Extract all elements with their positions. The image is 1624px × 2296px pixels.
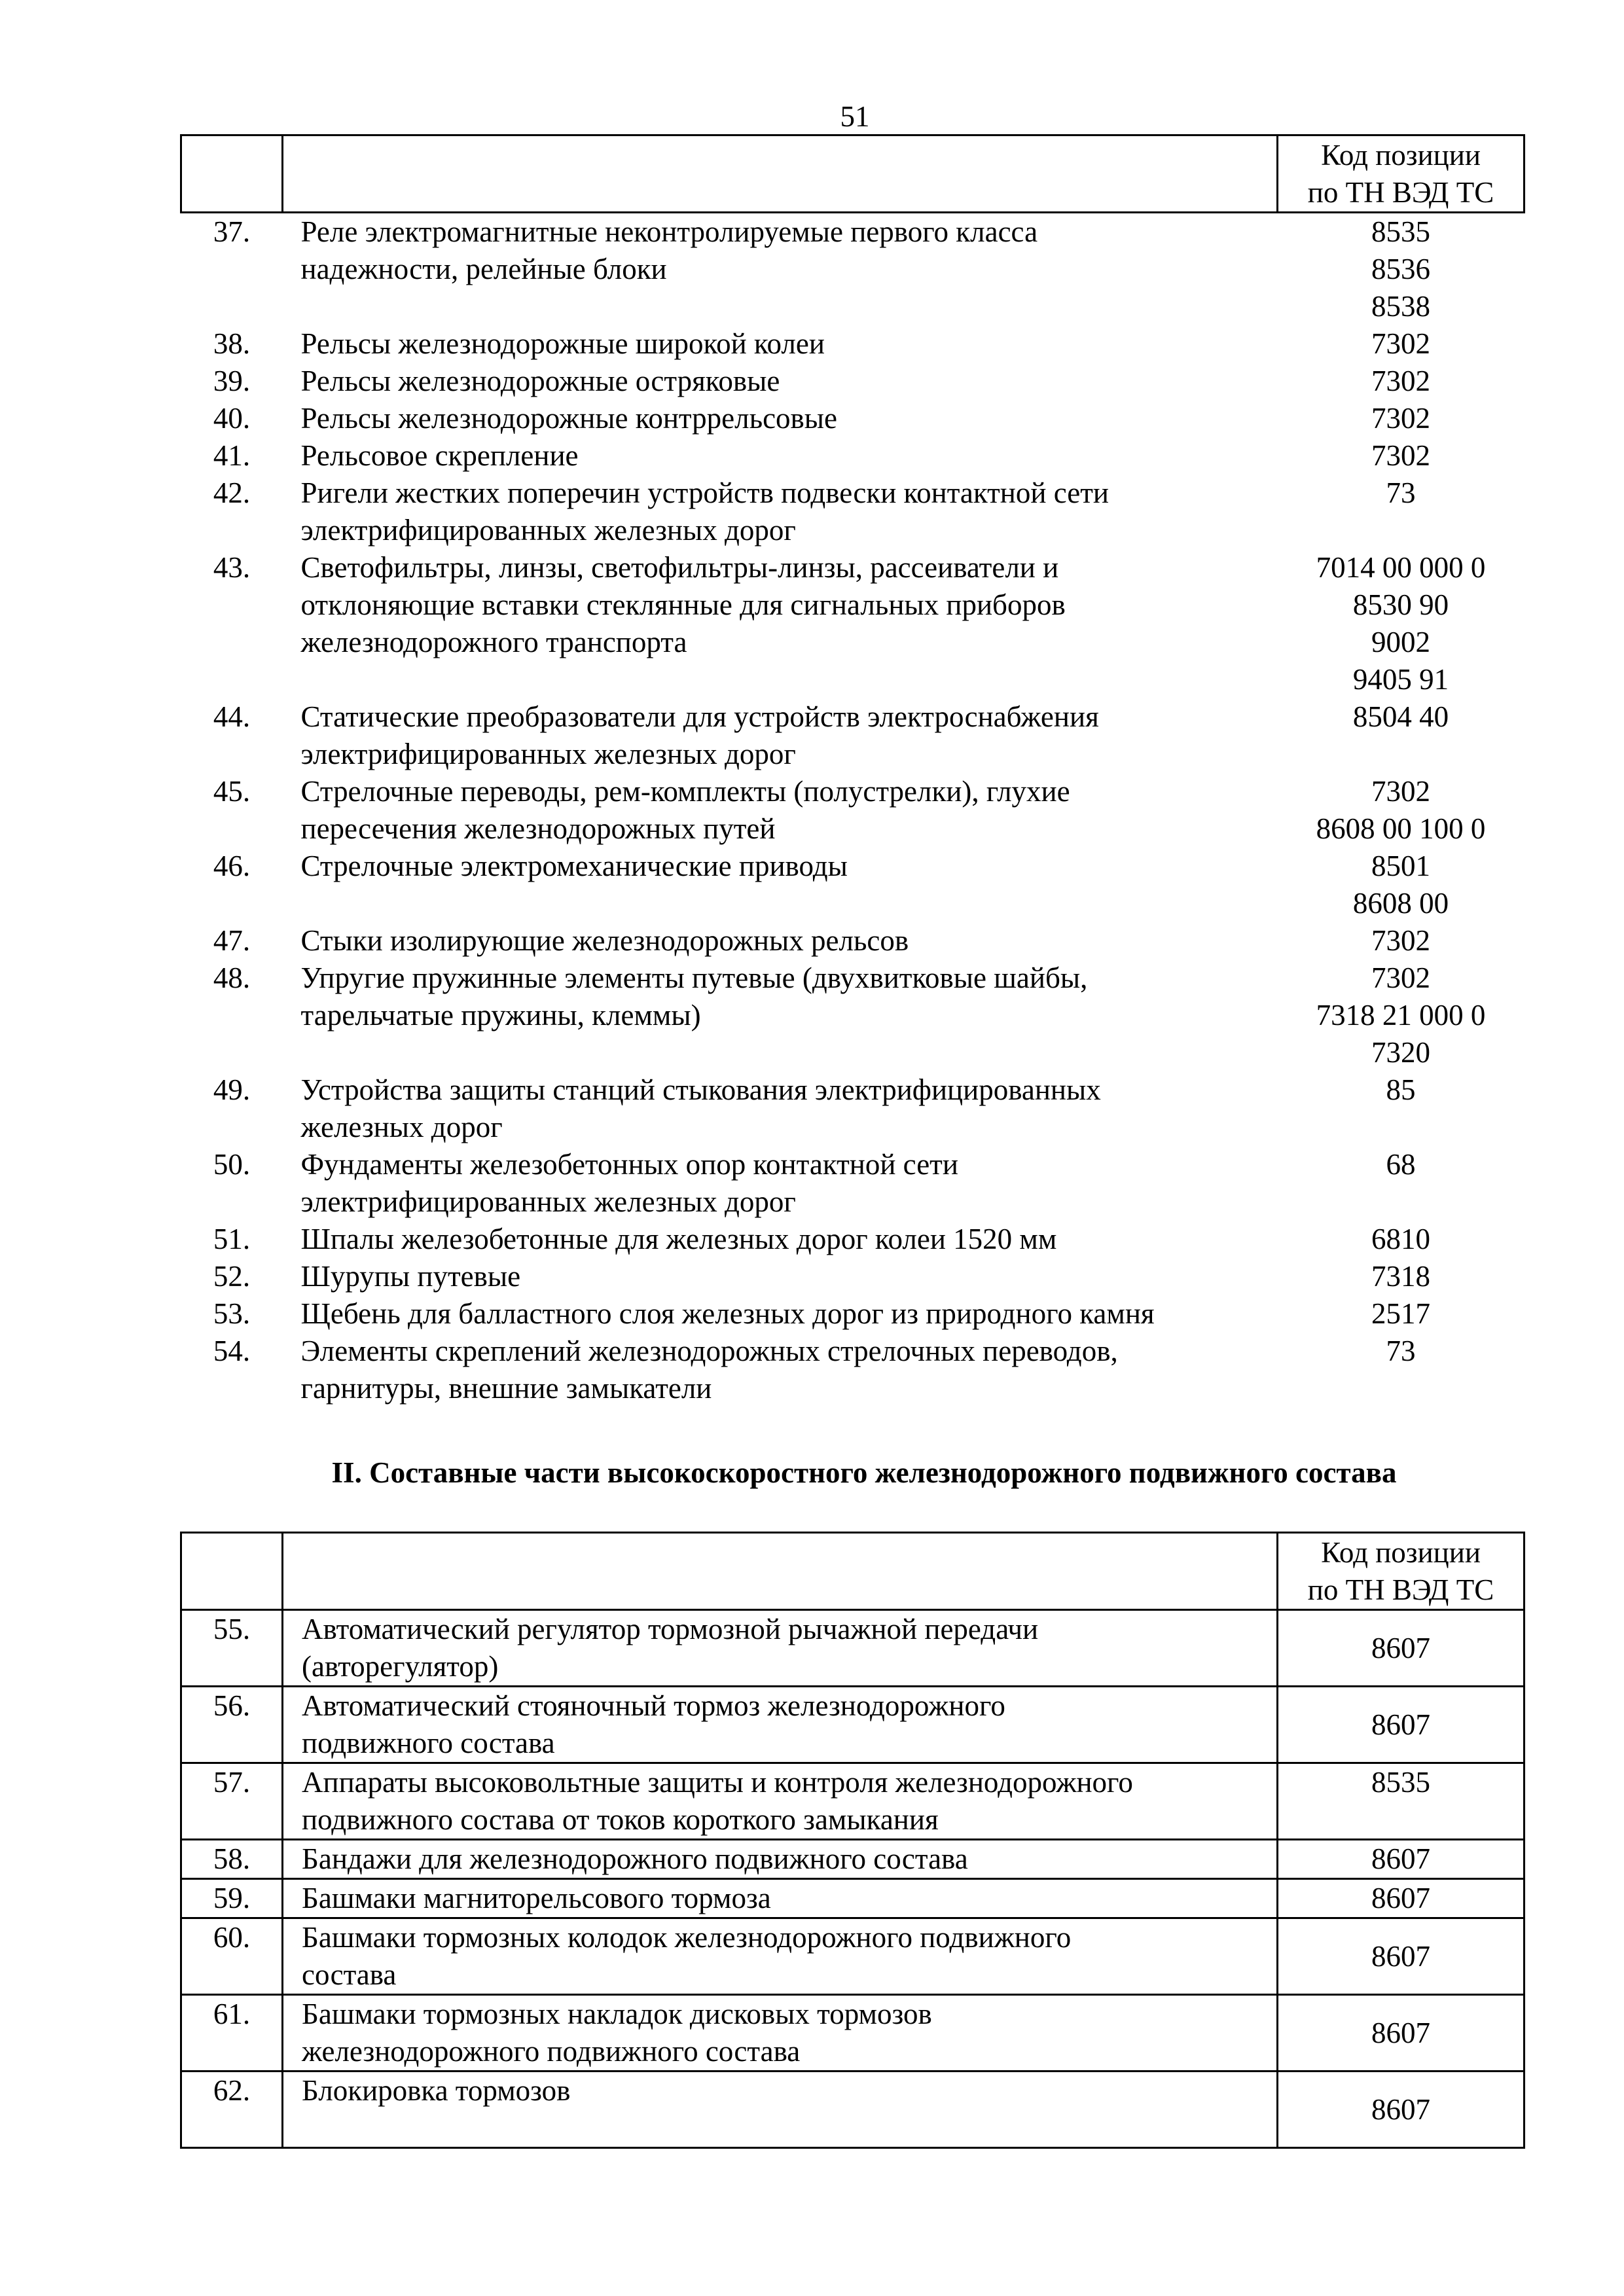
item-name-line: надежности, релейные блоки (300, 253, 667, 285)
customs-code (1278, 1763, 1525, 1840)
item-name-line: Аппараты высоковольтные защиты и контроля железнодорожного (302, 1766, 1133, 1799)
customs-code (1278, 1221, 1525, 1258)
item-name-line: электрифицированных железных дорог (300, 514, 796, 547)
header-code-label-line2: по ТН ВЭД ТС (1307, 1573, 1494, 1606)
row-number: 37. (213, 215, 251, 248)
table-header-row (181, 135, 1525, 213)
item-name (283, 1840, 1278, 1879)
item-name (283, 1610, 1278, 1687)
customs-code-value: 2517 (1371, 1297, 1430, 1330)
customs-code (1278, 1610, 1525, 1687)
customs-code-value: 7320 (1371, 1036, 1430, 1069)
customs-code-value: 8607 (1371, 1708, 1430, 1741)
customs-code (1278, 1146, 1525, 1221)
row-number: 51. (213, 1223, 251, 1255)
table-row (181, 1763, 1525, 1840)
customs-code (1278, 325, 1525, 363)
row-number: 43. (213, 551, 251, 584)
customs-code-value: 7318 (1371, 1260, 1430, 1293)
item-name (283, 213, 1278, 326)
header-code-cell (1278, 135, 1525, 213)
item-name-line: электрифицированных железных дорог (300, 738, 796, 770)
row-number: 41. (213, 439, 251, 472)
section-title: II. Составные части высокоскоростного железнодорожного подвижного состава (331, 1456, 1397, 1489)
item-name-line: Рельсы железнодорожные широкой колеи (300, 327, 825, 360)
customs-code-table-1 (180, 134, 1525, 1407)
row-number: 62. (181, 2072, 283, 2148)
customs-code (1278, 1918, 1525, 1995)
row-number: 58. (181, 1840, 283, 1879)
item-name (283, 363, 1278, 400)
row-number: 60. (181, 1918, 283, 1995)
item-name (283, 1995, 1278, 2072)
item-name-line: Элементы скреплений железнодорожных стрелочных переводов, (300, 1335, 1118, 1367)
header-num-cell (181, 135, 283, 213)
item-name (283, 1146, 1278, 1221)
item-name (283, 549, 1278, 698)
table-row (181, 1840, 1525, 1879)
item-name-line: подвижного состава от токов короткого замыкания (302, 1803, 939, 1836)
row-number: 48. (213, 961, 251, 994)
customs-code (1278, 1333, 1525, 1407)
item-name-line: Башмаки магниторельсового тормоза (302, 1882, 771, 1914)
customs-code (1278, 1295, 1525, 1333)
customs-code-value: 68 (1386, 1148, 1416, 1181)
table-row (181, 1071, 1525, 1146)
item-name (283, 325, 1278, 363)
row-number: 40. (213, 402, 251, 435)
customs-code-value: 8535 (1371, 1766, 1430, 1799)
item-name-line: железнодорожного подвижного состава (302, 2035, 801, 2068)
header-code-label-line2: по ТН ВЭД ТС (1307, 175, 1494, 209)
item-name-line: Шпалы железобетонные для железных дорог колеи 1520 мм (300, 1223, 1057, 1255)
customs-code (1278, 698, 1525, 773)
item-name-line: Светофильтры, линзы, светофильтры-линзы, рассеиватели и (300, 551, 1059, 584)
customs-code-value: 7302 (1371, 961, 1430, 994)
row-number: 50. (213, 1148, 251, 1181)
table-row (181, 698, 1525, 773)
item-name-line: Автоматический стояночный тормоз железнодорожного (302, 1689, 1005, 1722)
customs-code (1278, 1258, 1525, 1295)
table-row (181, 848, 1525, 922)
table-row (181, 213, 1525, 326)
customs-code (1278, 922, 1525, 960)
item-name-line: Башмаки тормозных колодок железнодорожного подвижного (302, 1921, 1072, 1954)
customs-code-value: 8607 (1371, 1939, 1430, 1973)
row-number: 55. (181, 1610, 283, 1687)
row-number: 61. (181, 1995, 283, 2072)
row-number: 57. (181, 1763, 283, 1840)
row-number: 42. (213, 476, 251, 509)
row-number: 45. (213, 775, 251, 808)
item-name-line: Башмаки тормозных накладок дисковых тормозов (302, 1998, 932, 2030)
customs-code-value: 7318 21 000 0 (1316, 999, 1486, 1031)
item-name-line: Стрелочные переводы, рем-комплекты (полустрелки), глухие (300, 775, 1070, 808)
row-number: 47. (213, 924, 251, 957)
header-name-cell (283, 1533, 1278, 1610)
customs-code-value: 7302 (1371, 775, 1430, 808)
item-name-line: Стрелочные электромеханические приводы (300, 850, 848, 882)
customs-code-value: 7302 (1371, 924, 1430, 957)
customs-code (1278, 213, 1525, 326)
item-name (283, 1687, 1278, 1763)
table-row (181, 1879, 1525, 1918)
item-name-line: (авторегулятор) (302, 1650, 499, 1683)
customs-code-value: 7014 00 000 0 (1316, 551, 1486, 584)
item-name (283, 773, 1278, 848)
customs-code (1278, 1687, 1525, 1763)
item-name (283, 1258, 1278, 1295)
item-name-line: состава (302, 1958, 397, 1991)
item-name (283, 960, 1278, 1071)
item-name-line: Статические преобразователи для устройств электроснабжения (300, 700, 1099, 733)
table-row (181, 1221, 1525, 1258)
item-name-line: Стыки изолирующие железнодорожных рельсов (300, 924, 909, 957)
customs-code-value: 9002 (1371, 626, 1430, 658)
customs-code-value: 8607 (1371, 2016, 1430, 2049)
item-name-line: Рельсы железнодорожные остряковые (300, 365, 780, 397)
table-row (181, 437, 1525, 475)
table-row (181, 475, 1525, 549)
item-name (283, 1918, 1278, 1995)
row-number: 53. (213, 1297, 251, 1330)
item-name (283, 698, 1278, 773)
row-number: 54. (213, 1335, 251, 1367)
customs-code-value: 8501 (1371, 850, 1430, 882)
item-name-line: Шурупы путевые (300, 1260, 521, 1293)
item-name-line: Упругие пружинные элементы путевые (двухвитковые шайбы, (300, 961, 1088, 994)
item-name-line: Ригели жестких поперечин устройств подвески контактной сети (300, 476, 1109, 509)
customs-code-value: 73 (1386, 1335, 1416, 1367)
item-name-line: Щебень для балластного слоя железных дорог из природного камня (300, 1297, 1155, 1330)
customs-code-value: 8530 90 (1352, 588, 1449, 621)
header-code-cell (1278, 1533, 1525, 1610)
table-row (181, 1295, 1525, 1333)
header-code-label-line1: Код позиции (1321, 1535, 1481, 1569)
customs-code (1278, 437, 1525, 475)
item-name-line: тарельчатые пружины, клеммы) (300, 999, 701, 1031)
item-name (283, 2072, 1278, 2148)
table-row (181, 363, 1525, 400)
customs-code (1278, 549, 1525, 698)
header-code-label-line1: Код позиции (1321, 138, 1481, 171)
customs-code (1278, 848, 1525, 922)
table-row (181, 960, 1525, 1071)
row-number: 44. (213, 700, 251, 733)
item-name (283, 848, 1278, 922)
item-name-line: железных дорог (300, 1111, 503, 1143)
table-row (181, 1610, 1525, 1687)
header-num-cell (181, 1533, 283, 1610)
customs-code (1278, 1071, 1525, 1146)
table-row (181, 1918, 1525, 1995)
item-name (283, 400, 1278, 437)
customs-code-value: 7302 (1371, 365, 1430, 397)
item-name (283, 1221, 1278, 1258)
customs-code-value: 8607 (1371, 1842, 1430, 1875)
customs-code (1278, 1840, 1525, 1879)
item-name-line: отклоняющие вставки стеклянные для сигнальных приборов (300, 588, 1066, 621)
item-name-line: электрифицированных железных дорог (300, 1185, 796, 1218)
item-name (283, 475, 1278, 549)
customs-code-value: 7302 (1371, 439, 1430, 472)
table-row (181, 1687, 1525, 1763)
customs-code-value: 6810 (1371, 1223, 1430, 1255)
customs-code (1278, 960, 1525, 1071)
item-name-line: пересечения железнодорожных путей (300, 812, 776, 845)
item-name (283, 437, 1278, 475)
item-name (283, 1071, 1278, 1146)
row-number: 52. (213, 1260, 251, 1293)
item-name-line: подвижного состава (302, 1727, 555, 1759)
table-row (181, 1146, 1525, 1221)
customs-code (1278, 363, 1525, 400)
table-row (181, 549, 1525, 698)
row-number: 56. (181, 1687, 283, 1763)
table-row (181, 1995, 1525, 2072)
row-number: 49. (213, 1073, 251, 1106)
customs-code-value: 8607 (1371, 2092, 1430, 2126)
table-row (181, 400, 1525, 437)
item-name-line: Рельсы железнодорожные контррельсовые (300, 402, 838, 435)
customs-code (1278, 1879, 1525, 1918)
item-name-line: гарнитуры, внешние замыкатели (300, 1372, 712, 1405)
item-name-line: Фундаменты железобетонных опор контактной сети (300, 1148, 958, 1181)
item-name (283, 1295, 1278, 1333)
customs-code (1278, 475, 1525, 549)
row-number: 46. (213, 850, 251, 882)
item-name-line: Автоматический регулятор тормозной рычажной передачи (302, 1613, 1039, 1645)
header-name-cell (283, 135, 1278, 213)
customs-code (1278, 1995, 1525, 2072)
item-name (283, 1333, 1278, 1407)
customs-code (1278, 400, 1525, 437)
customs-code-value: 85 (1386, 1073, 1416, 1106)
table-row (181, 1333, 1525, 1407)
customs-code-value: 8607 (1371, 1631, 1430, 1664)
item-name (283, 922, 1278, 960)
table-row (181, 2072, 1525, 2148)
item-name (283, 1879, 1278, 1918)
table-row (181, 325, 1525, 363)
item-name-line: Бандажи для железнодорожного подвижного состава (302, 1842, 968, 1875)
table-row (181, 922, 1525, 960)
item-name-line: железнодорожного транспорта (300, 626, 687, 658)
customs-code-value: 8607 (1371, 1882, 1430, 1914)
item-name-line: Рельсовое скрепление (300, 439, 579, 472)
table-row (181, 773, 1525, 848)
table-row (181, 1258, 1525, 1295)
customs-code-table-2 (180, 1532, 1525, 2149)
customs-code-value: 8536 (1371, 253, 1430, 285)
item-name-line: Блокировка тормозов (302, 2074, 571, 2107)
row-number: 38. (213, 327, 251, 360)
item-name-line: Реле электромагнитные неконтролируемые первого класса (300, 215, 1038, 248)
customs-code-value: 8504 40 (1352, 700, 1449, 733)
customs-code (1278, 773, 1525, 848)
row-number: 59. (181, 1879, 283, 1918)
item-name-line: Устройства защиты станций стыкования электрифицированных (300, 1073, 1101, 1106)
customs-code-value: 73 (1386, 476, 1416, 509)
customs-code-value: 9405 91 (1352, 663, 1449, 696)
customs-code-value: 8608 00 100 0 (1316, 812, 1486, 845)
row-number: 39. (213, 365, 251, 397)
page-number: 51 (840, 100, 870, 133)
customs-code-value: 7302 (1371, 402, 1430, 435)
customs-code-value: 8538 (1371, 290, 1430, 323)
customs-code-value: 7302 (1371, 327, 1430, 360)
customs-code-value: 8535 (1371, 215, 1430, 248)
table-header-row (181, 1533, 1525, 1610)
customs-code-value: 8608 00 (1352, 887, 1449, 920)
customs-code (1278, 2072, 1525, 2148)
item-name (283, 1763, 1278, 1840)
